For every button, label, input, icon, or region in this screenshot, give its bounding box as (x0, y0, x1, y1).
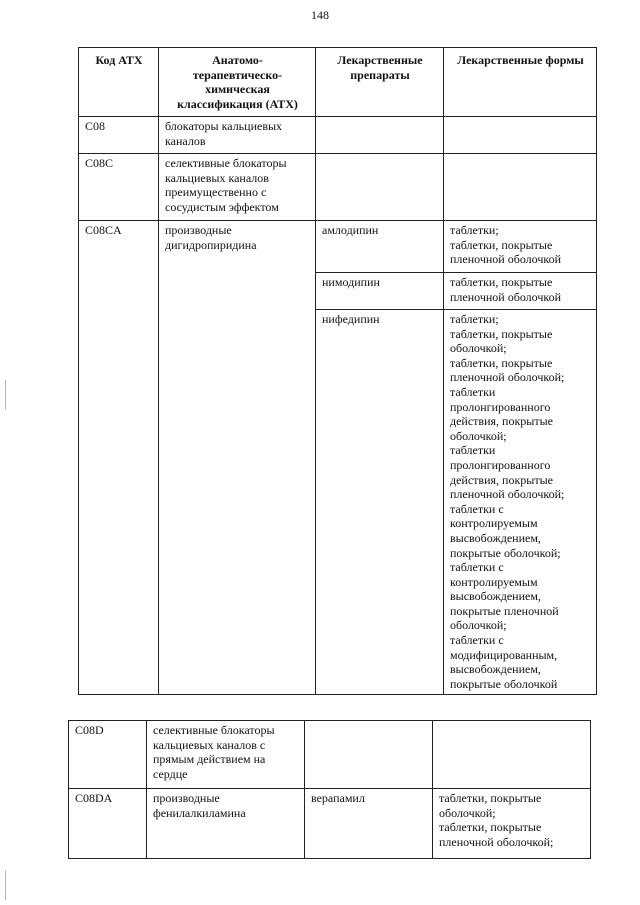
cell-classification: селективные блокаторы кальциевых каналов с прямым действием на сердце (147, 721, 305, 789)
scan-mark (5, 380, 6, 410)
cell-forms (444, 154, 597, 221)
atc-table-bottom (68, 720, 591, 859)
cell-classification: блокаторы кальциевых каналов (159, 117, 316, 154)
cell-code: C08D (69, 721, 147, 789)
cell-drugs (316, 117, 444, 154)
table-row (79, 117, 597, 154)
cell-forms (444, 117, 597, 154)
table-row (79, 154, 597, 221)
table-row (69, 789, 591, 859)
scan-mark (5, 870, 6, 900)
cell-code: C08C (79, 154, 159, 221)
cell-drug: амлодипин (316, 221, 444, 273)
cell-drugs: верапамил (305, 789, 433, 859)
cell-classification: селективные блокаторы кальциевых каналов преимущественно с сосудистым эффектом (159, 154, 316, 221)
atc-table-top (78, 47, 597, 695)
table-row (79, 221, 597, 273)
cell-forms: таблетки, покрытые оболочкой; таблетки, покрытые пленочной оболочкой; (433, 789, 591, 859)
header-code: Код АТХ (79, 48, 159, 117)
cell-forms: таблетки, покрытые пленочной оболочкой (444, 273, 597, 310)
header-row (79, 48, 597, 117)
cell-drug: нимодипин (316, 273, 444, 310)
cell-code: C08CA (79, 221, 159, 695)
cell-classification: производные фенилалкиламина (147, 789, 305, 859)
cell-forms: таблетки; таблетки, покрытые пленочной оболочкой (444, 221, 597, 273)
header-drugs: Лекарственные препараты (316, 48, 444, 117)
cell-code: C08 (79, 117, 159, 154)
cell-drugs (305, 721, 433, 789)
cell-classification: производные дигидропиридина (159, 221, 316, 695)
table-row (69, 721, 591, 789)
cell-drug: нифедипин (316, 310, 444, 695)
header-classification: Анатомо- терапевтическо- химическая классификация (АТХ) (159, 48, 316, 117)
cell-drugs (316, 154, 444, 221)
page-number: 148 (311, 8, 329, 22)
header-forms: Лекарственные формы (444, 48, 597, 117)
cell-code: C08DA (69, 789, 147, 859)
cell-forms: таблетки; таблетки, покрытые оболочкой; таблетки, покрытые пленочной оболочкой; таблетки пролонгированного действия, покрытые оболочкой; таблетки пролонгированного действия, покрытые пленочной оболочкой; таблетки с контролируемым высвобождением, покрытые оболочкой; таблетки с контролируемым высвобождением, покрытые пленочной оболочкой; таблетки с модифицированным, высвобождением, покрытые оболочкой (444, 310, 597, 695)
cell-forms (433, 721, 591, 789)
